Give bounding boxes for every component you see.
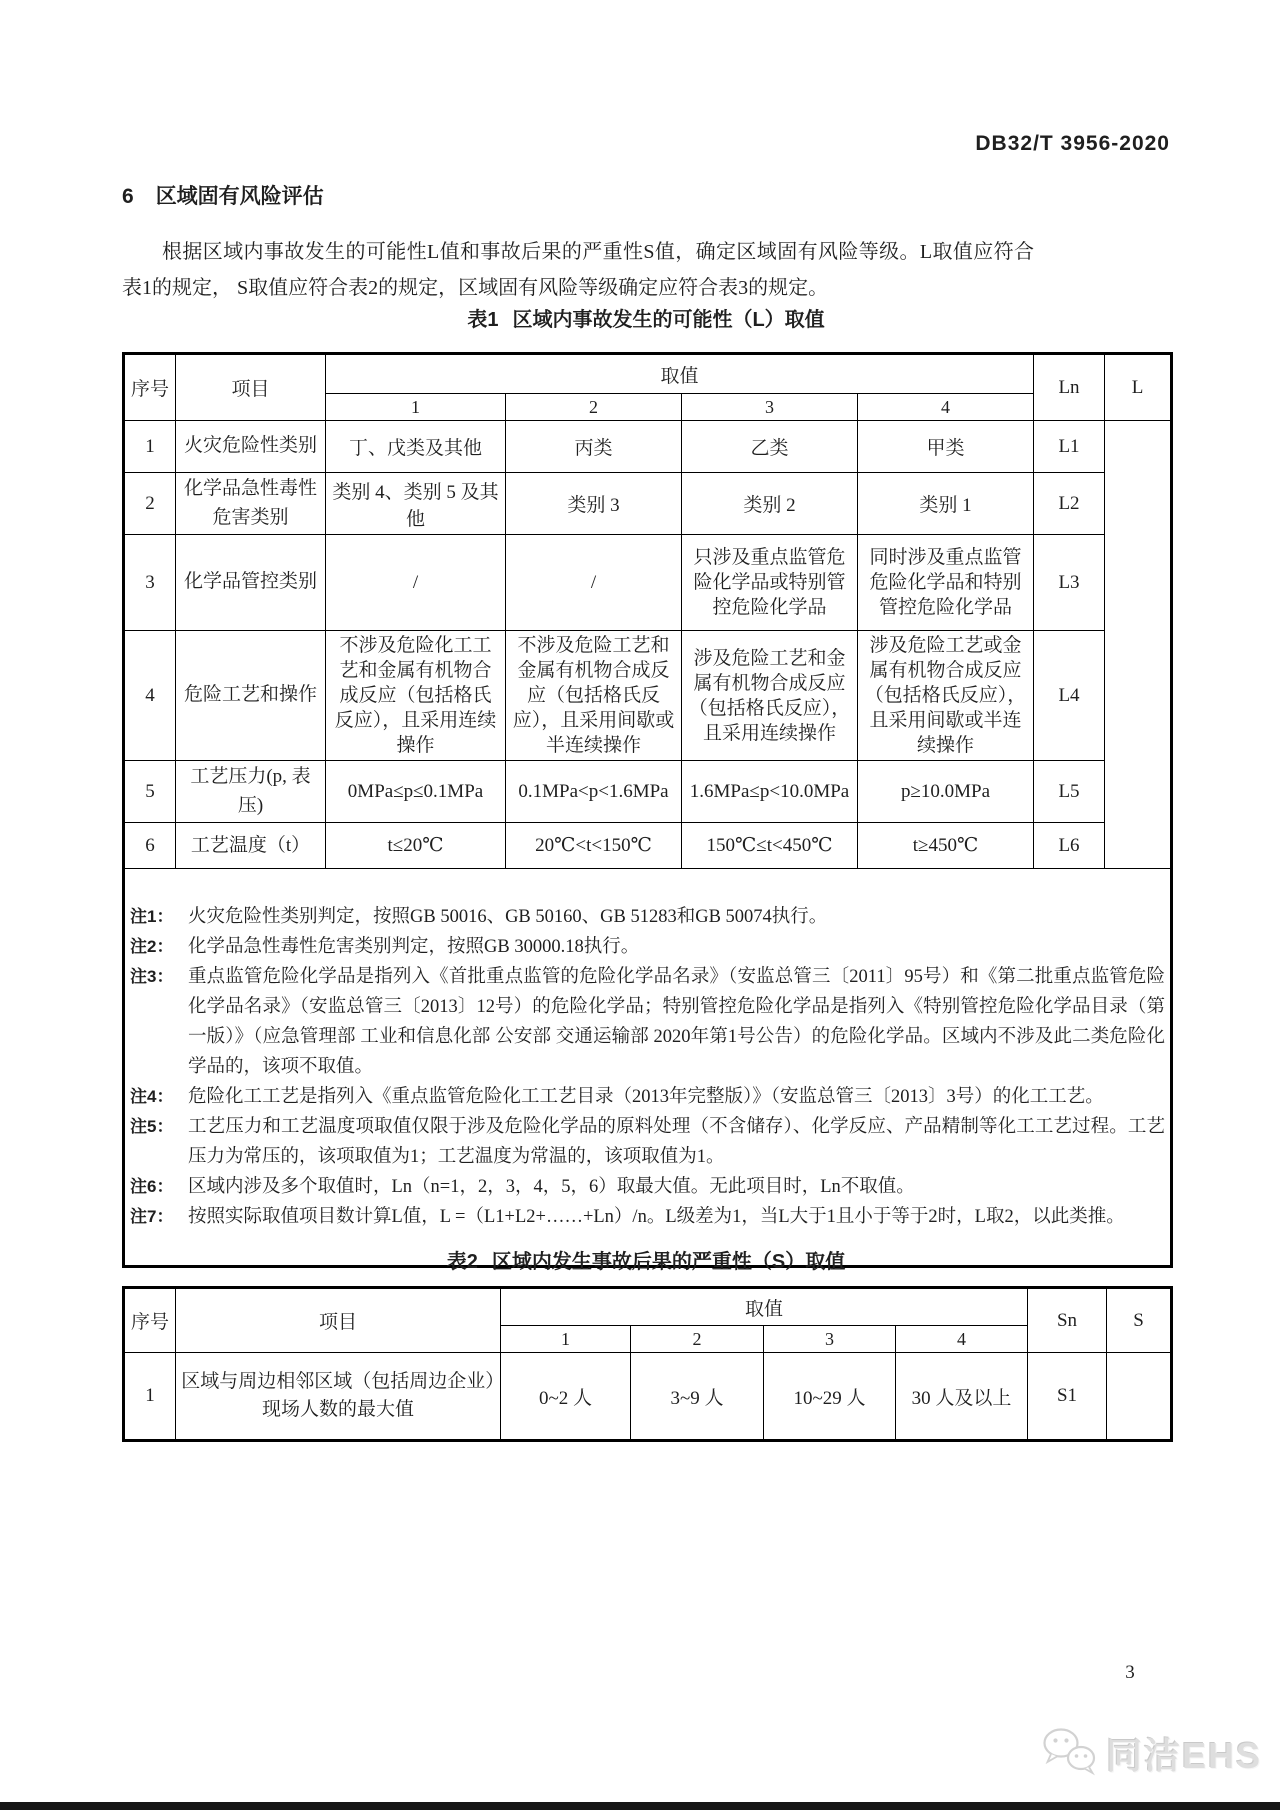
note-item [130, 1172, 1165, 1202]
table2-col1-header: 1 [501, 1326, 631, 1353]
cell-value: t≤20℃ [326, 823, 506, 869]
table2-col3-header: 3 [764, 1326, 896, 1353]
cell-value: t≥450℃ [858, 823, 1034, 869]
table2-header-seq: 序号 [124, 1288, 176, 1353]
table1-notes-row [124, 869, 1172, 1267]
note-label: 注5： [130, 1117, 174, 1137]
cell-item: 火灾危险性类别 [176, 421, 326, 473]
standard-number: DB32/T 3956-2020 [975, 132, 1170, 155]
cell-ln: L2 [1034, 473, 1105, 535]
cell-value: p≥10.0MPa [858, 761, 1034, 823]
table1-col4-header: 4 [858, 394, 1034, 421]
table1-header-item: 项目 [176, 354, 326, 421]
table1 [122, 352, 1173, 1268]
cell-value: 类别 2 [682, 473, 858, 535]
table2-col2-header: 2 [631, 1326, 764, 1353]
cell-value: 30 人及以上 [896, 1353, 1028, 1441]
cell-value: 150℃≤t<450℃ [682, 823, 858, 869]
note-label: 注4： [130, 1087, 174, 1107]
cell-value: 丁、戊类及其他 [326, 421, 506, 473]
table1-title [122, 303, 1170, 332]
note-item [130, 1082, 1165, 1112]
table1-col2-header: 2 [506, 394, 682, 421]
table2-header-row [124, 1288, 1172, 1326]
note-item [130, 962, 1165, 1082]
note-text: 按照实际取值项目数计算L值，L =（L1+L2+……+Ln）/n。L级差为1，当L大于1且小于等于2时，L取2，以此类推。 [188, 1207, 1125, 1228]
table1-header-values: 取值 [326, 354, 1034, 394]
cell-seq: 4 [124, 631, 176, 761]
section-heading [122, 180, 324, 210]
page-number: 3 [1125, 1662, 1135, 1683]
cell-item: 区域与周边相邻区域（包括周边企业）现场人数的最大值 [176, 1353, 501, 1441]
table2-header-item: 项目 [176, 1288, 501, 1353]
intro-paragraph: 根据区域内事故发生的可能性L值和事故后果的严重性S值，确定区域固有风险等级。L取值应符合表1的规定， S取值应符合表2的规定，区域固有风险等级确定应符合表3的规定。 [122, 241, 1034, 299]
table1-header-l: L [1105, 354, 1172, 421]
cell-item: 工艺温度（t） [176, 823, 326, 869]
table-row [124, 761, 1172, 823]
note-item [130, 1112, 1165, 1172]
cell-value: 类别 4、类别 5 及其他 [326, 473, 506, 535]
cell-value: / [506, 535, 682, 631]
cell-value: 0.1MPa<p<1.6MPa [506, 761, 682, 823]
table1-header-seq: 序号 [124, 354, 176, 421]
cell-value: 涉及危险工艺和金属有机物合成反应（包括格氏反应），且采用连续操作 [682, 631, 858, 761]
table-row [124, 535, 1172, 631]
cell-value: 1.6MPa≤p<10.0MPa [682, 761, 858, 823]
cell-value: 同时涉及重点监管危险化学品和特别管控危险化学品 [858, 535, 1034, 631]
table2-header-sn: Sn [1028, 1288, 1107, 1353]
cell-seq: 1 [124, 421, 176, 473]
cell-ln: L4 [1034, 631, 1105, 761]
table1-col1-header: 1 [326, 394, 506, 421]
note-label: 注2： [130, 937, 174, 957]
note-label: 注7： [130, 1207, 174, 1227]
watermark-text: 同洁EHS [1106, 1735, 1263, 1776]
l-value-cell [1105, 421, 1172, 869]
table2-header-s: S [1107, 1288, 1172, 1353]
table1-header-ln: Ln [1034, 354, 1105, 421]
cell-value: 不涉及危险化工工艺和金属有机物合成反应（包括格氏反应），且采用连续操作 [326, 631, 506, 761]
note-text: 区域内涉及多个取值时，Ln（n=1，2，3，4，5，6）取最大值。无此项目时，Ln不取值。 [188, 1177, 915, 1198]
cell-value: 3~9 人 [631, 1353, 764, 1441]
scan-edge-artifact [0, 1802, 1280, 1810]
table-row [124, 631, 1172, 761]
note-text: 火灾危险性类别判定，按照GB 50016、GB 50160、GB 51283和GB 50074执行。 [188, 907, 828, 928]
cell-value: 甲类 [858, 421, 1034, 473]
cell-value: 0~2 人 [501, 1353, 631, 1441]
note-text: 危险化工工艺是指列入《重点监管危险化工工艺目录（2013年完整版）》（安监总管三〔2013〕3号）的化工工艺。 [188, 1087, 1104, 1108]
cell-seq: 3 [124, 535, 176, 631]
section-title: 区域固有风险评估 [155, 185, 324, 208]
cell-value: 涉及危险工艺或金属有机物合成反应（包括格氏反应），且采用间歇或半连续操作 [858, 631, 1034, 761]
cell-ln: L3 [1034, 535, 1105, 631]
cell-ln: L6 [1034, 823, 1105, 869]
cell-item: 化学品急性毒性危害类别 [176, 473, 326, 535]
table-row [124, 421, 1172, 473]
table2-col4-header: 4 [896, 1326, 1028, 1353]
table-row [124, 823, 1172, 869]
note-label: 注1： [130, 907, 174, 927]
table1-number: 表1 [467, 309, 499, 331]
cell-item: 危险工艺和操作 [176, 631, 326, 761]
cell-seq: 1 [124, 1353, 176, 1441]
note-label: 注3： [130, 967, 174, 987]
note-item [130, 932, 1165, 962]
note-text: 化学品急性毒性危害类别判定，按照GB 30000.18执行。 [188, 937, 640, 958]
table2-title [122, 1245, 1170, 1274]
cell-seq: 6 [124, 823, 176, 869]
cell-value: 20℃<t<150℃ [506, 823, 682, 869]
cell-value: 只涉及重点监管危险化学品或特别管控危险化学品 [682, 535, 858, 631]
cell-value: 类别 1 [858, 473, 1034, 535]
cell-value: 不涉及危险工艺和金属有机物合成反应（包括格氏反应），且采用间歇或半连续操作 [506, 631, 682, 761]
table-row [124, 1353, 1172, 1441]
note-label: 注6： [130, 1177, 174, 1197]
table-row [124, 473, 1172, 535]
cell-value: 0MPa≤p≤0.1MPa [326, 761, 506, 823]
table2-title-text: 区域内发生事故后果的严重性（S）取值 [491, 1251, 846, 1273]
note-text: 重点监管危险化学品是指列入《首批重点监管的危险化学品名录》（安监总管三〔2011〕95号）和《第二批重点监管危险化学品名录》（安监总管三〔2013〕12号）的危险化学品；特别管控危险化学品是指列入《特别管控危险化学品目录（第一版）》（应急管理部 工业和信息化部 公安部 交通运输部 2020年第1号公告）的危险化学品。区域内不涉及此二类危险化学品的，该项不取值。 [188, 967, 1166, 1078]
cell-seq: 2 [124, 473, 176, 535]
cell-value: 丙类 [506, 421, 682, 473]
table2-number: 表2 [446, 1251, 478, 1273]
note-item [130, 1202, 1165, 1232]
cell-sn: S1 [1028, 1353, 1107, 1441]
table1-col3-header: 3 [682, 394, 858, 421]
cell-item: 化学品管控类别 [176, 535, 326, 631]
table1-notes [124, 869, 1172, 1267]
table2-header-values: 取值 [501, 1288, 1028, 1326]
section-number: 6 [122, 185, 134, 208]
cell-value: 类别 3 [506, 473, 682, 535]
cell-value: / [326, 535, 506, 631]
s-value-cell [1107, 1353, 1172, 1441]
table2 [122, 1286, 1173, 1442]
watermark [1040, 1726, 1262, 1781]
cell-seq: 5 [124, 761, 176, 823]
cell-value: 乙类 [682, 421, 858, 473]
note-text: 工艺压力和工艺温度项取值仅限于涉及危险化学品的原料处理（不含储存）、化学反应、产品精制等化工工艺过程。工艺压力为常压的，该项取值为1；工艺温度为常温的，该项取值为1。 [188, 1117, 1166, 1168]
cell-item: 工艺压力(p, 表压) [176, 761, 326, 823]
table1-title-text: 区域内事故发生的可能性（L）取值 [512, 309, 825, 331]
cell-ln: L5 [1034, 761, 1105, 823]
cell-value: 10~29 人 [764, 1353, 896, 1441]
cell-ln: L1 [1034, 421, 1105, 473]
note-item [130, 902, 1165, 932]
wechat-icon [1040, 1726, 1098, 1781]
table1-header-row [124, 354, 1172, 394]
